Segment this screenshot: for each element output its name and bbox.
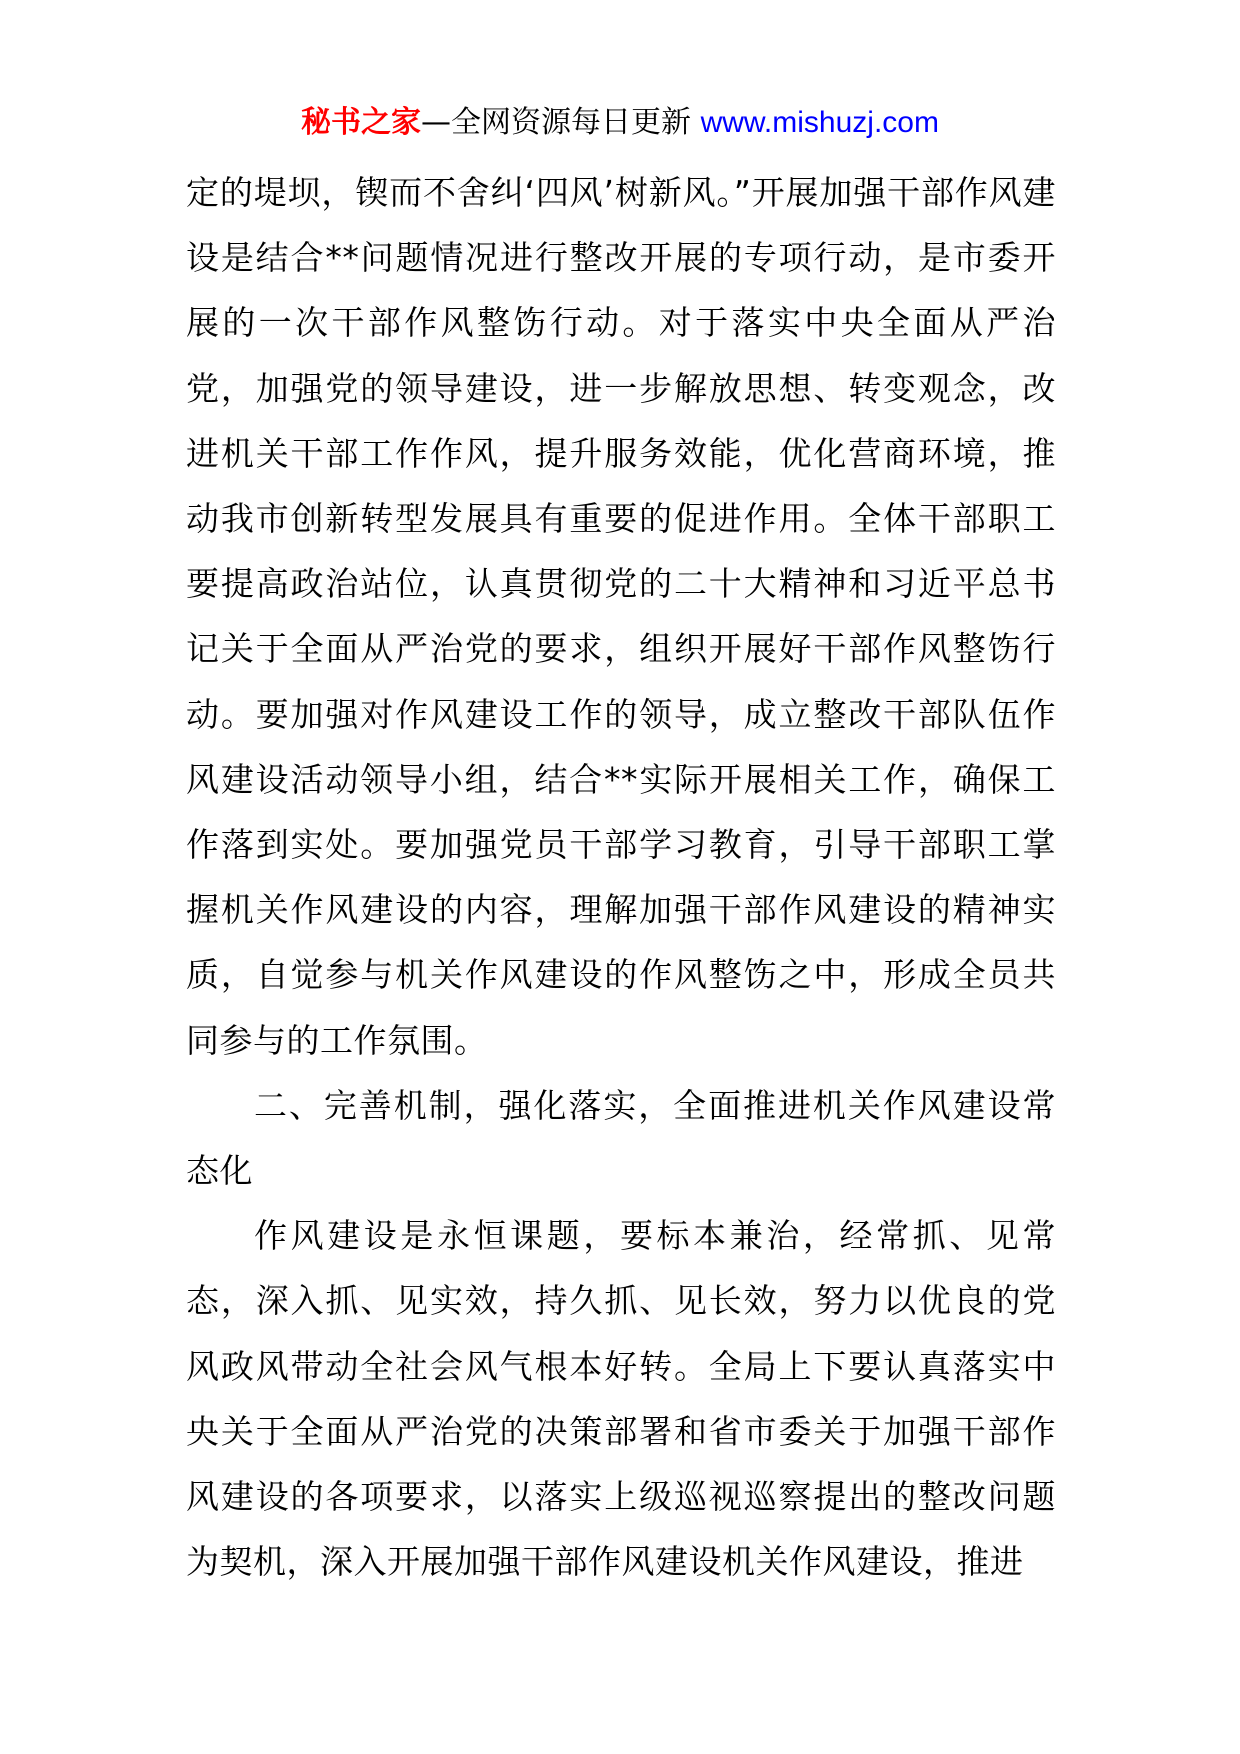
paragraph-continuation: 定的堤坝，锲而不舍纠‘四风’树新风。”开展加强干部作风建设是结合**问题情况进行整改开展的专项行动，是市委开展的一次干部作风整饬行动。对于落实中央全面从严治党，加强党的领导建设，进一步解放思想、转变观念，改进机关干部工作作风，提升服务效能，优化营商环境，推动我市创新转型发展具有重要的促进作用。全体干部职工要提高政治站位，认真贯彻党的二十大精神和习近平总书记关于全面从严治党的要求，组织开展好干部作风整饬行动。要加强对作风建设工作的领导，成立整改干部队伍作风建设活动领导小组，结合**实际开展相关工作，确保工作落到实处。要加强党员干部学习教育，引导干部职工掌握机关作风建设的内容，理解加强干部作风建设的精神实质，自觉参与机关作风建设的作风整饬之中，形成全员共同参与的工作氛围。 xyxy=(186,173,1056,1060)
paragraph: 作风建设是永恒课题，要标本兼治，经常抓、见常态，深入抓、见实效，持久抓、见长效，努力以优良的党风政风带动全社会风气根本好转。全局上下要认真落实中央关于全面从严治党的决策部署和省市委关于加强干部作风建设的各项要求，以落实上级巡视巡察提出的整改问题为契机，深入开展加强干部作风建设机关作风建设，推进 xyxy=(186,1216,1056,1582)
brand-name: 秘书之家 xyxy=(301,105,422,140)
site-header xyxy=(0,100,1240,146)
header-tagline: —全网资源每日更新 xyxy=(421,105,701,140)
site-url-link[interactable]: www.mishuzj.com xyxy=(700,106,939,139)
section-heading: 二、完善机制，强化落实，全面推进机关作风建设常态化 xyxy=(186,1085,1056,1191)
document-body xyxy=(186,160,1056,1594)
